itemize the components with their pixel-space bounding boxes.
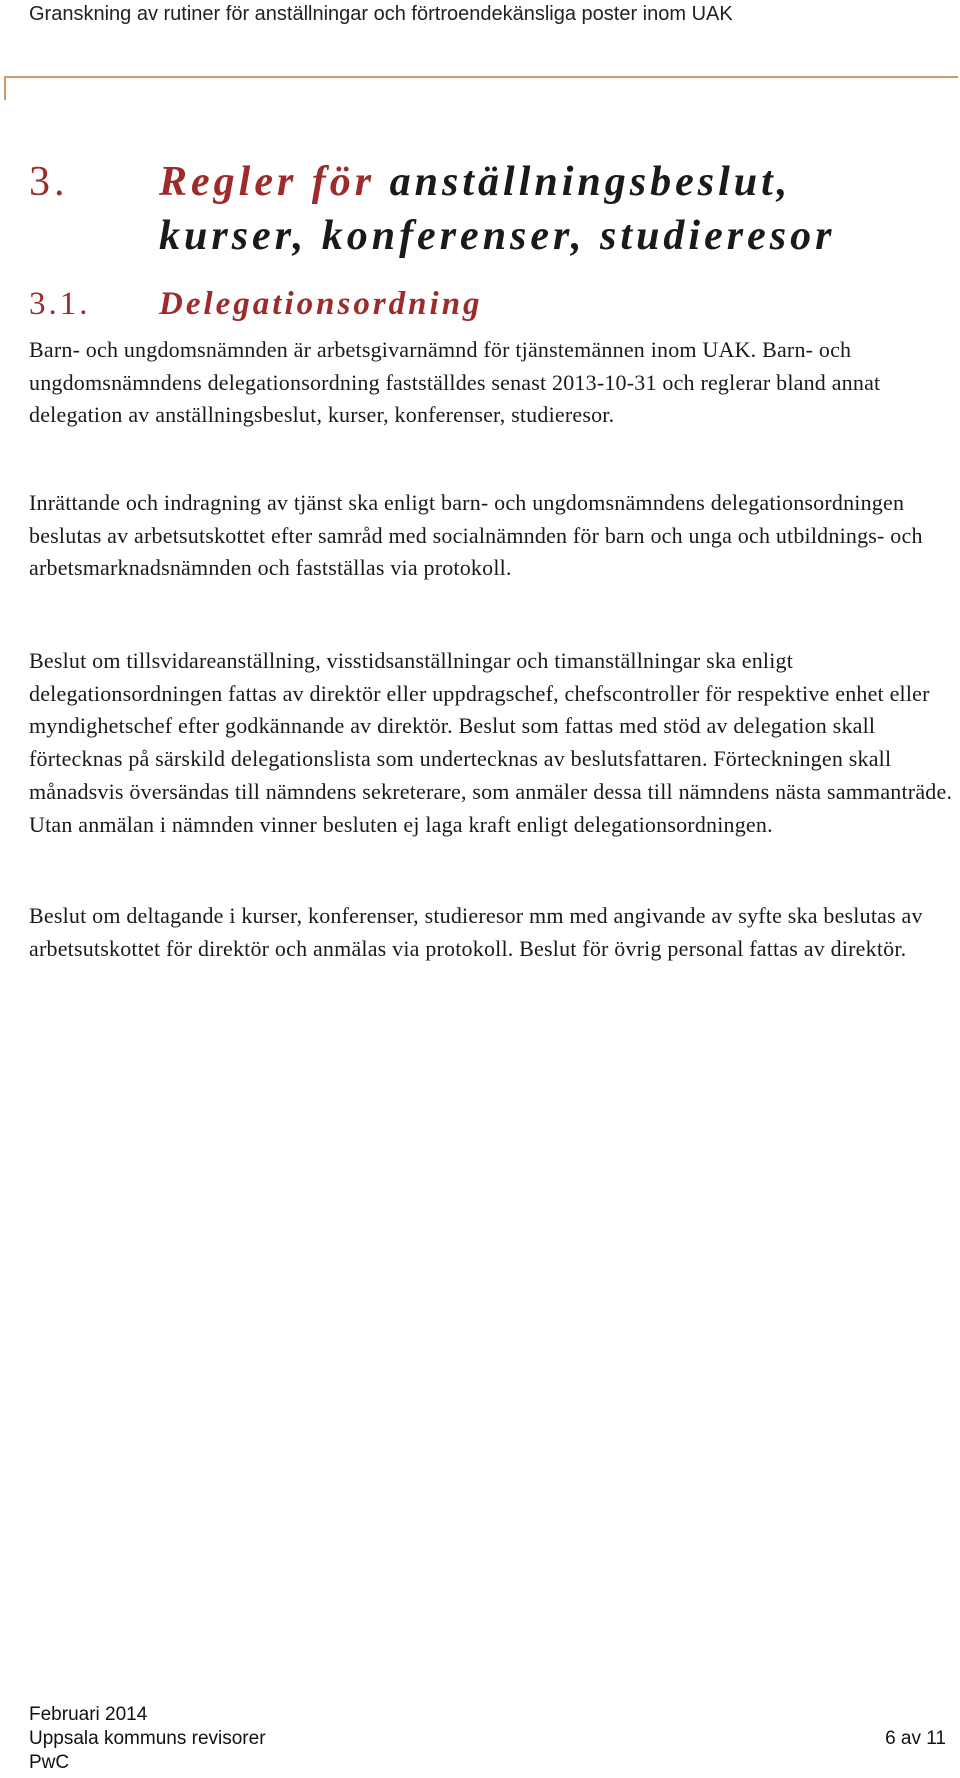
subsection-number: 3.1. — [29, 286, 91, 322]
running-header: Granskning av rutiner för anställningar och förtroendekänsliga poster inom UAK — [29, 3, 733, 25]
footer-company: PwC — [29, 1752, 70, 1773]
subsection-title: Delegationsordning — [159, 286, 483, 322]
section-number: 3. — [29, 159, 69, 205]
paragraph-1: Barn- och ungdomsnämnden är arbetsgivarnämnd för tjänstemännen inom UAK. Barn- och ungdomsnämndens delegationsordning fastställdes senast 2013-10-31 och reglerar bland annat delegation av anställningsbeslut, kurser, konferenser, studieresor. — [29, 337, 881, 428]
footer-date: Februari 2014 — [29, 1704, 148, 1725]
section-title-accent: Regler för — [159, 159, 376, 205]
page-number: 6 av 11 — [885, 1728, 946, 1749]
footer-organization: Uppsala kommuns revisorer — [29, 1728, 266, 1749]
paragraph-2: Inrättande och indragning av tjänst ska enligt barn- och ungdomsnämndens delegationsordningen beslutas av arbetsutskottet efter samråd med socialnämnden för barn och unga och utbildnings- och arbetsmarknadsnämnden och fastställas via protokoll. — [29, 490, 923, 581]
section-title-line-2: kurser, konferenser, studieresor — [159, 213, 836, 259]
header-rule — [4, 76, 958, 78]
section-title-rest: anställningsbeslut, — [375, 159, 792, 205]
section-title-line-1 — [159, 155, 791, 209]
header-rule-tick — [4, 76, 6, 100]
paragraph-4: Beslut om deltagande i kurser, konferenser, studieresor mm med angivande av syfte ska beslutas av arbetsutskottet för direktör och anmälas via protokoll. Beslut för övrig personal fattas av direktör. — [29, 903, 923, 961]
paragraph-3: Beslut om tillsvidareanställning, visstidsanställningar och timanställningar ska enligt delegationsordningen fattas av direktör eller uppdragschef, chefscontroller för respektive enhet eller myndighetschef efter godkännande av direktör. Beslut som fattas med stöd av delegation skall förtecknas på särskild delegationslista som undertecknas av beslutsfattaren. Förteckningen skall månadsvis översändas till nämndens sekreterare, som anmäler dessa till nämndens nästa sammanträde. Utan anmälan i nämnden vinner besluten ej laga kraft enligt delegationsordningen. — [29, 648, 953, 837]
